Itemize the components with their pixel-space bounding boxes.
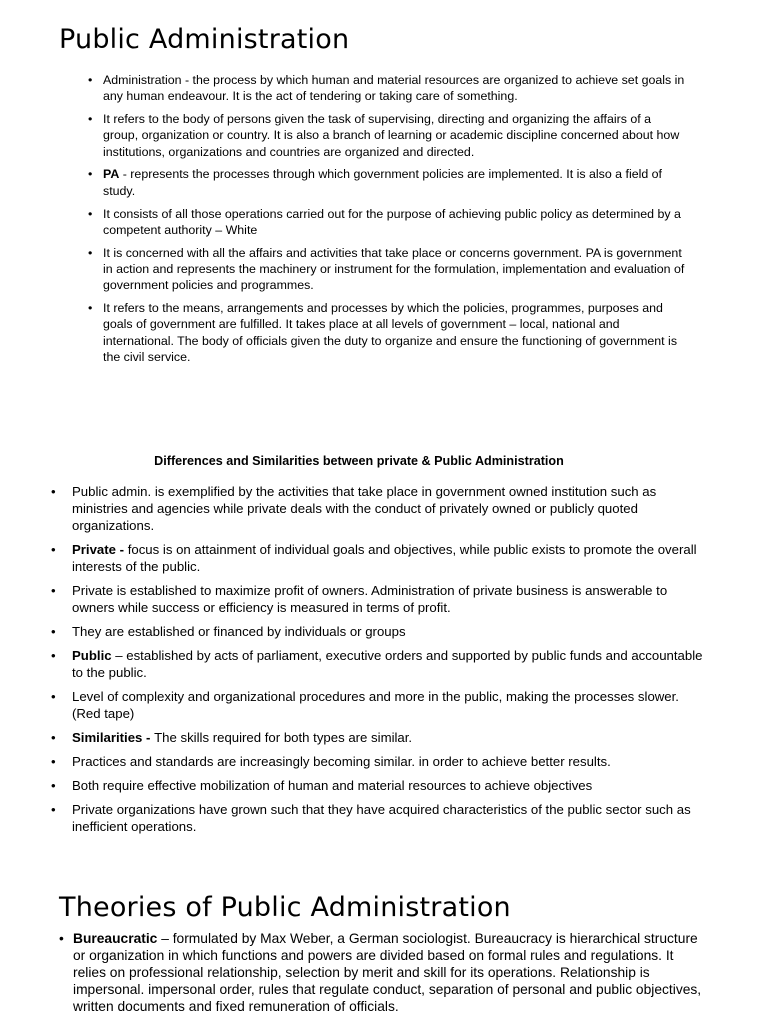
list-item: [88, 111, 688, 160]
list-item: [51, 647, 711, 681]
bullet-icon: •: [88, 206, 93, 221]
item-text: Administration - the process by which human and material resources are organized to achieve set goals in any human endeavour. It is the act of tendering or taking care of something.: [103, 73, 685, 104]
bullet-icon: •: [51, 484, 56, 499]
section-title-public-administration: Public Administration: [59, 24, 350, 55]
item-text: It refers to the means, arrangements and processes by which the policies, programmes, purposes and goals of government are fulfilled. It takes place at all levels of government – local, national and international. The body of officials given the duty to organize and ensure the functioning of government is the civil service.: [103, 301, 678, 364]
item-text: Level of complexity and organizational procedures and more in the public, making the processes slower. (Red tape): [72, 689, 679, 721]
list-item: [51, 777, 711, 794]
bullet-icon: •: [51, 648, 56, 663]
item-text: It is concerned with all the affairs and activities that take place or concerns government. PA is government in action and represents the machinery or instrument for the formulation, implementation and evaluation of government policies and programmes.: [103, 245, 685, 293]
list-item: [51, 688, 711, 722]
differences-list: [51, 483, 711, 842]
list-item: [51, 541, 711, 575]
item-text: focus is on attainment of individual goals and objectives, while public exists to promote the overall interests of the public.: [72, 542, 697, 574]
list-item: [88, 300, 688, 365]
item-term: Private -: [72, 542, 128, 557]
item-text: It refers to the body of persons given the task of supervising, directing and organizing the affairs of a group, organization or country. It is also a branch of learning or academic discipline concerned about how institutions, organizations and countries are organized and directed.: [103, 112, 680, 159]
item-text: – established by acts of parliament, executive orders and supported by public funds and accountable to the public.: [72, 648, 703, 680]
list-item: [51, 623, 711, 640]
definitions-list: [88, 72, 688, 372]
bullet-icon: •: [51, 583, 56, 598]
item-text: Private is established to maximize profit of owners. Administration of private business is answerable to owners while success or efficiency is measured in terms of profit.: [72, 583, 668, 615]
list-item: [88, 166, 688, 199]
item-term: Similarities -: [72, 730, 155, 745]
item-text: They are established or financed by individuals or groups: [72, 624, 406, 639]
bullet-icon: •: [51, 778, 56, 793]
list-item: [88, 72, 688, 105]
bullet-icon: •: [51, 802, 56, 817]
item-text: It consists of all those operations carried out for the purpose of achieving public policy as determined by a competent authority – White: [103, 206, 681, 237]
bullet-icon: •: [88, 301, 93, 316]
bullet-icon: •: [51, 542, 56, 557]
item-text: Private organizations have grown such that they have acquired characteristics of the public sector such as inefficient operations.: [72, 802, 691, 834]
list-item: [51, 729, 711, 746]
list-item: [88, 245, 688, 294]
bullet-icon: •: [88, 245, 93, 260]
section-title-theories: Theories of Public Administration: [59, 892, 511, 923]
item-text: – formulated by Max Weber, a German sociologist. Bureaucracy is hierarchical structure or organization in which functions and powers are divided based on formal rules and regulations. It relies on professional relationship, selection by merit and skill for its operations. Relationship is impersonal. impersonal order, rules that regulate conduct, separation of personal and public objectives, written documents and fixed remuneration of officials.: [73, 931, 702, 1014]
list-item: [59, 930, 709, 1015]
bullet-icon: •: [51, 624, 56, 639]
item-text: Both require effective mobilization of human and material resources to achieve objectives: [72, 778, 593, 793]
bullet-icon: •: [51, 754, 56, 769]
theories-list: [59, 930, 709, 1015]
list-item: [51, 753, 711, 770]
list-item: [51, 582, 711, 616]
list-item: [51, 801, 711, 835]
item-term: PA: [103, 167, 120, 182]
item-text: The skills required for both types are similar.: [154, 730, 413, 745]
item-text: Practices and standards are increasingly becoming similar. in order to achieve better results.: [72, 754, 611, 769]
bullet-icon: •: [88, 112, 93, 127]
bullet-icon: •: [51, 689, 56, 704]
item-term: Bureaucratic: [73, 931, 158, 946]
item-term: Public: [72, 648, 112, 663]
list-item: [88, 206, 688, 239]
section-heading-differences: Differences and Similarities between private & Public Administration: [154, 454, 564, 468]
list-item: [51, 483, 711, 534]
bullet-icon: •: [59, 931, 64, 946]
item-text: Public admin. is exemplified by the activities that take place in government owned institution such as ministries and agencies while private deals with the conduct of privately owned or publicly quoted organizations.: [72, 484, 657, 533]
bullet-icon: •: [51, 730, 56, 745]
bullet-icon: •: [88, 73, 93, 87]
bullet-icon: •: [88, 167, 93, 182]
item-text: - represents the processes through which government policies are implemented. It is also a field of study.: [103, 167, 663, 198]
